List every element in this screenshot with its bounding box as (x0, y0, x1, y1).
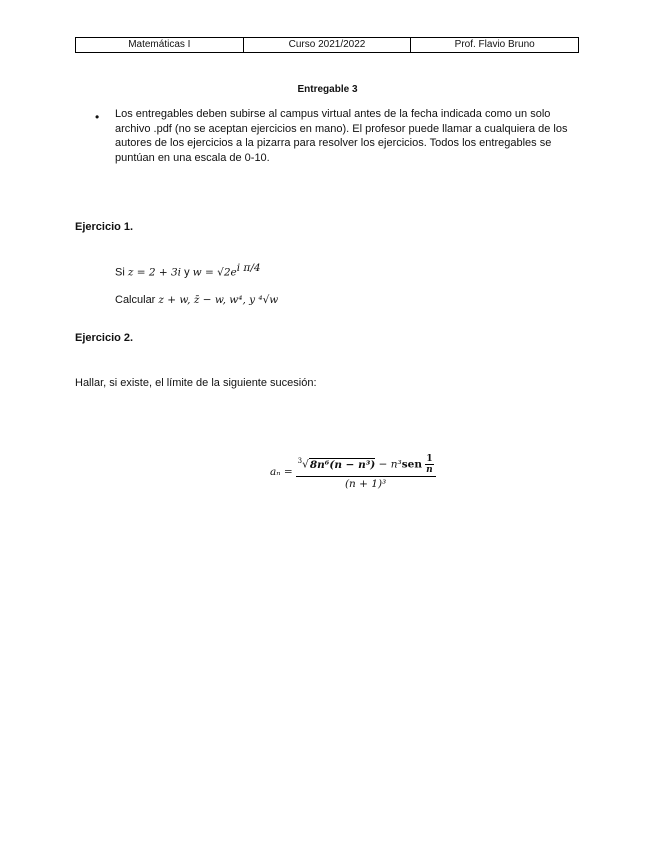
header-course: Curso 2021/2022 (244, 38, 412, 52)
formula-small-fraction (425, 454, 433, 475)
radical-sign-icon: √ (302, 458, 309, 471)
formula-radicand: 8n⁶(n − n³) (309, 458, 376, 471)
formula-fraction (296, 454, 436, 490)
document-title: Entregable 3 (297, 84, 358, 95)
formula-sen: sen (401, 458, 422, 471)
formula-minus-term: − n³ (378, 458, 402, 471)
formula-lhs: aₙ = (270, 466, 293, 478)
header-table (75, 37, 579, 53)
header-professor: Prof. Flavio Bruno (454, 39, 535, 50)
formula-small-num: 1 (426, 454, 433, 464)
intro-paragraph: Los entregables deben subirse al campus virtual antes de la fecha indicada como un solo archivo .pdf (no se aceptan ejercicios en mano). El profesor puede llamar a cualquiera de los autores de los ejercicios a la pizarra para resolver los ejercicios. Todos los entregables se puntúan en una escala de 0-10. (115, 108, 568, 164)
exercise1-task (115, 294, 278, 306)
exercise1-expressions: z + w, z̄ − w, w⁴, y ⁴√w (158, 294, 279, 306)
exercise1-z-def: z = 2 + 3i (127, 266, 182, 279)
exercise1-heading: Ejercicio 1. (75, 221, 134, 233)
exercise2-statement: Hallar, si existe, el límite de la siguiente sucesión: (75, 377, 317, 389)
header-subject: Matemáticas I (76, 38, 244, 52)
formula-root-index: 3 (297, 457, 303, 465)
exercise1-w-def: w = √2e (192, 266, 237, 279)
formula-small-den: n (426, 465, 433, 475)
exercise1-y: y (184, 266, 190, 279)
exercise1-si: Si (115, 266, 125, 279)
exercise2-heading: Ejercicio 2. (75, 332, 134, 344)
exercise1-calcular: Calcular (115, 294, 156, 306)
exercise1-w-exponent: i π/4 (236, 262, 261, 274)
exercise1-statement (115, 262, 261, 279)
sequence-formula (270, 454, 436, 490)
formula-denominator: (n + 1)³ (344, 478, 387, 490)
formula-numerator (296, 454, 436, 477)
bullet-icon: • (95, 110, 100, 124)
